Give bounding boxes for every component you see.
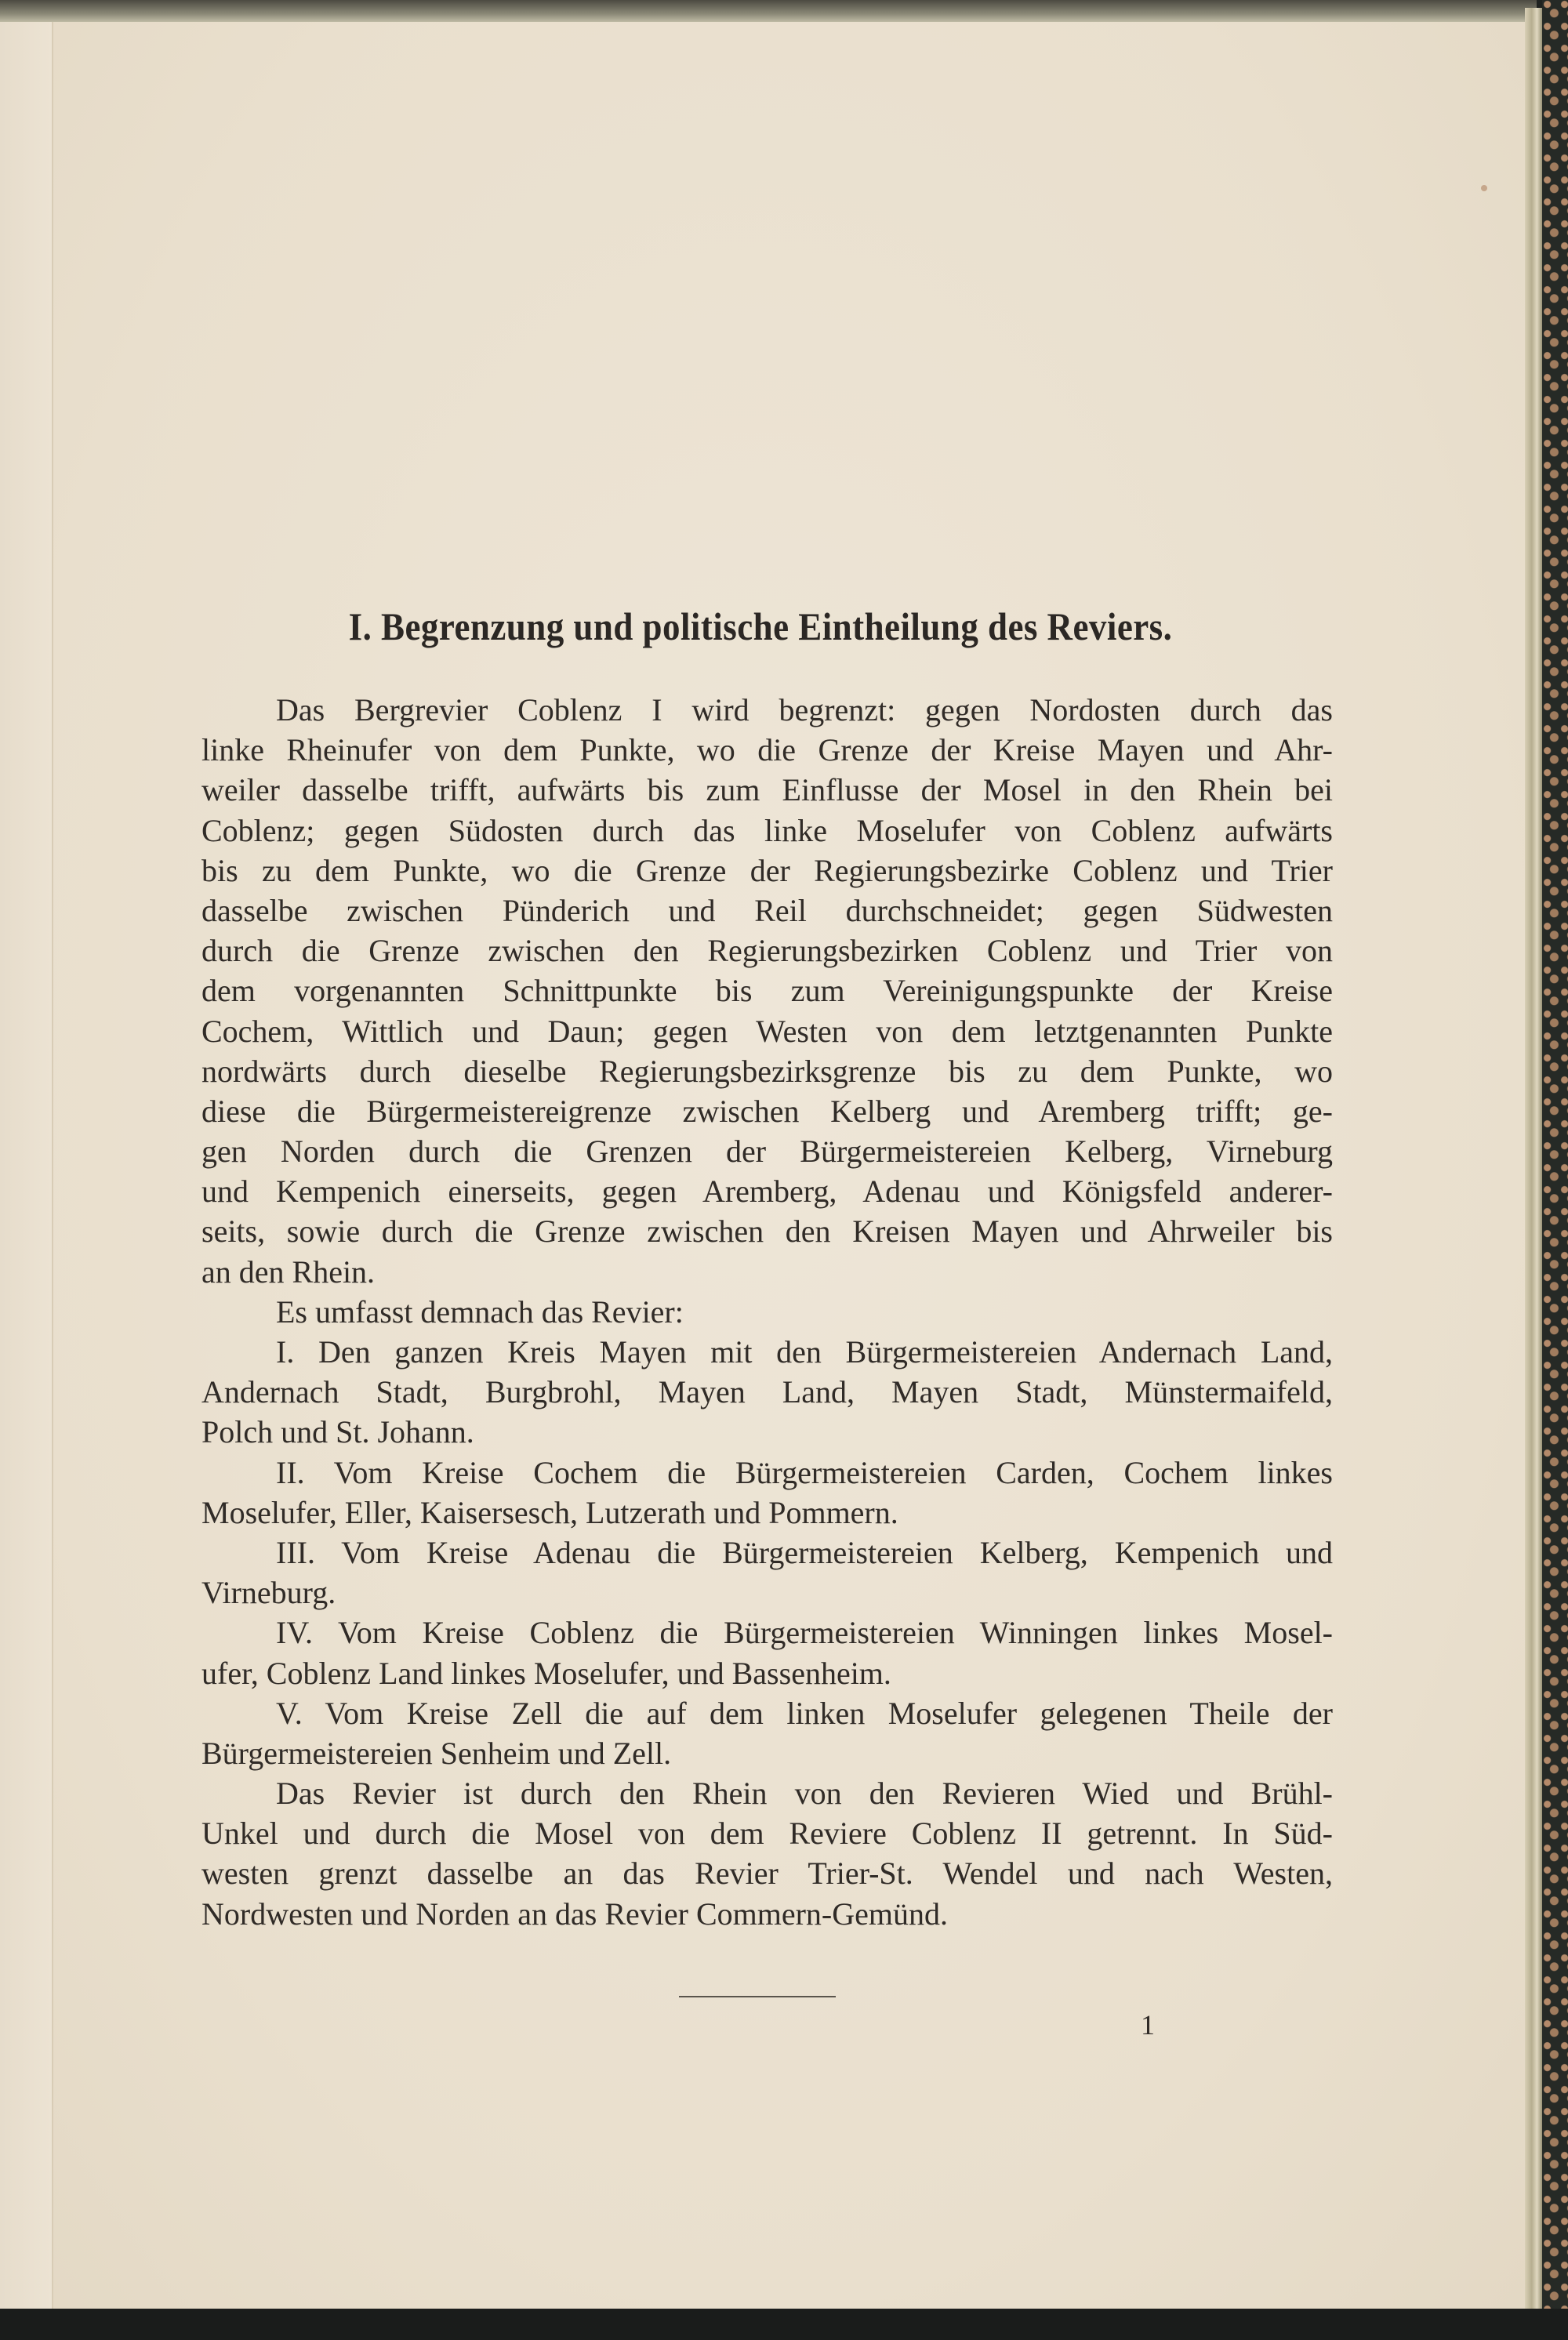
text-line: dem vorgenannten Schnittpunkte bis zum Vereinigungspunkte der Kreise (201, 973, 1333, 1009)
paragraph (201, 1453, 1333, 1533)
text-line: Polch und St. Johann. (201, 1414, 474, 1450)
footer-rule (679, 1996, 836, 1997)
page-stack-edge (1525, 8, 1542, 2309)
text-line: westen grenzt dasselbe an das Revier Trier-St. Wendel und nach Westen, (201, 1856, 1333, 1892)
paragraph (201, 1533, 1333, 1613)
paragraph (201, 1693, 1333, 1773)
scan-background (0, 2309, 1568, 2340)
paragraph (201, 690, 1333, 1292)
marbled-book-cover (1542, 0, 1568, 2309)
text-line: linke Rheinufer von dem Punkte, wo die Grenze der Kreise Mayen und Ahr- (201, 732, 1333, 768)
text-line: IV. Vom Kreise Coblenz die Bürgermeistereien Winningen linkes Mosel- (276, 1615, 1333, 1651)
text-line: Unkel und durch die Mosel von dem Reviere Coblenz II getrennt. In Süd- (201, 1816, 1333, 1852)
text-line: III. Vom Kreise Adenau die Bürgermeistereien Kelberg, Kempenich und (276, 1534, 1333, 1570)
text-line: Andernach Stadt, Burgbrohl, Mayen Land, Mayen Stadt, Münstermaifeld, (201, 1374, 1333, 1410)
foxing-spot (1481, 185, 1487, 191)
text-line: durch die Grenze zwischen den Regierungsbezirken Coblenz und Trier von (201, 933, 1333, 969)
text-line: und Kempenich einerseits, gegen Aremberg, Adenau und Königsfeld anderer- (201, 1174, 1333, 1210)
text-line: I. Den ganzen Kreis Mayen mit den Bürgermeistereien Andernach Land, (276, 1334, 1333, 1370)
text-line: dasselbe zwischen Pünderich und Reil durchschneidet; gegen Südwesten (201, 892, 1333, 928)
text-line: gen Norden durch die Grenzen der Bürgermeistereien Kelberg, Virneburg (201, 1134, 1333, 1170)
text-line: V. Vom Kreise Zell die auf dem linken Moselufer gelegenen Theile der (276, 1695, 1333, 1731)
text-line: Moselufer, Eller, Kaisersesch, Lutzerath und Pommern. (201, 1494, 898, 1530)
paragraph (201, 1292, 1333, 1332)
text-line: an den Rhein. (201, 1253, 376, 1290)
paragraph (201, 1773, 1333, 1934)
text-line: nordwärts durch dieselbe Regierungsbezirksgrenze bis zu dem Punkte, wo (201, 1053, 1333, 1089)
text-line: weiler dasselbe trifft, aufwärts bis zum Einflusse der Mosel in den Rhein bei (201, 772, 1333, 808)
text-line: seits, sowie durch die Grenze zwischen den Kreisen Mayen und Ahrweiler bis (201, 1214, 1333, 1250)
text-line: Das Bergrevier Coblenz I wird begrenzt: gegen Nordosten durch das (276, 692, 1333, 727)
text-line: Es umfasst demnach das Revier: (276, 1293, 684, 1330)
text-line: Bürgermeistereien Senheim und Zell. (201, 1735, 672, 1771)
text-line: Das Revier ist durch den Rhein von den Revieren Wied und Brühl- (276, 1776, 1333, 1812)
text-line: ufer, Coblenz Land linkes Moselufer, und Bassenheim. (201, 1655, 891, 1691)
text-line: Coblenz; gegen Südosten durch das linke Moselufer von Coblenz aufwärts (201, 812, 1333, 848)
chapter-title: I. Begrenzung und politische Eintheilung des Reviers. (348, 604, 1173, 648)
text-line: Virneburg. (201, 1575, 336, 1611)
book-top-edge (0, 0, 1537, 24)
paragraph (201, 1613, 1333, 1692)
text-line: Nordwesten und Norden an das Revier Commern-Gemünd. (201, 1896, 948, 1932)
text-line: diese die Bürgermeistereigrenze zwischen Kelberg und Aremberg trifft; ge- (201, 1093, 1333, 1129)
page-number: 1 (1141, 2009, 1155, 2041)
text-line: II. Vom Kreise Cochem die Bürgermeistereien Carden, Cochem linkes (276, 1454, 1333, 1490)
text-line: bis zu dem Punkte, wo die Grenze der Regierungsbezirke Coblenz und Trier (201, 852, 1333, 888)
text-line: Cochem, Wittlich und Daun; gegen Westen von dem letztgenannten Punkte (201, 1013, 1333, 1049)
body-text (201, 690, 1333, 1934)
paragraph (201, 1332, 1333, 1453)
page-gutter-fold (0, 22, 53, 2309)
